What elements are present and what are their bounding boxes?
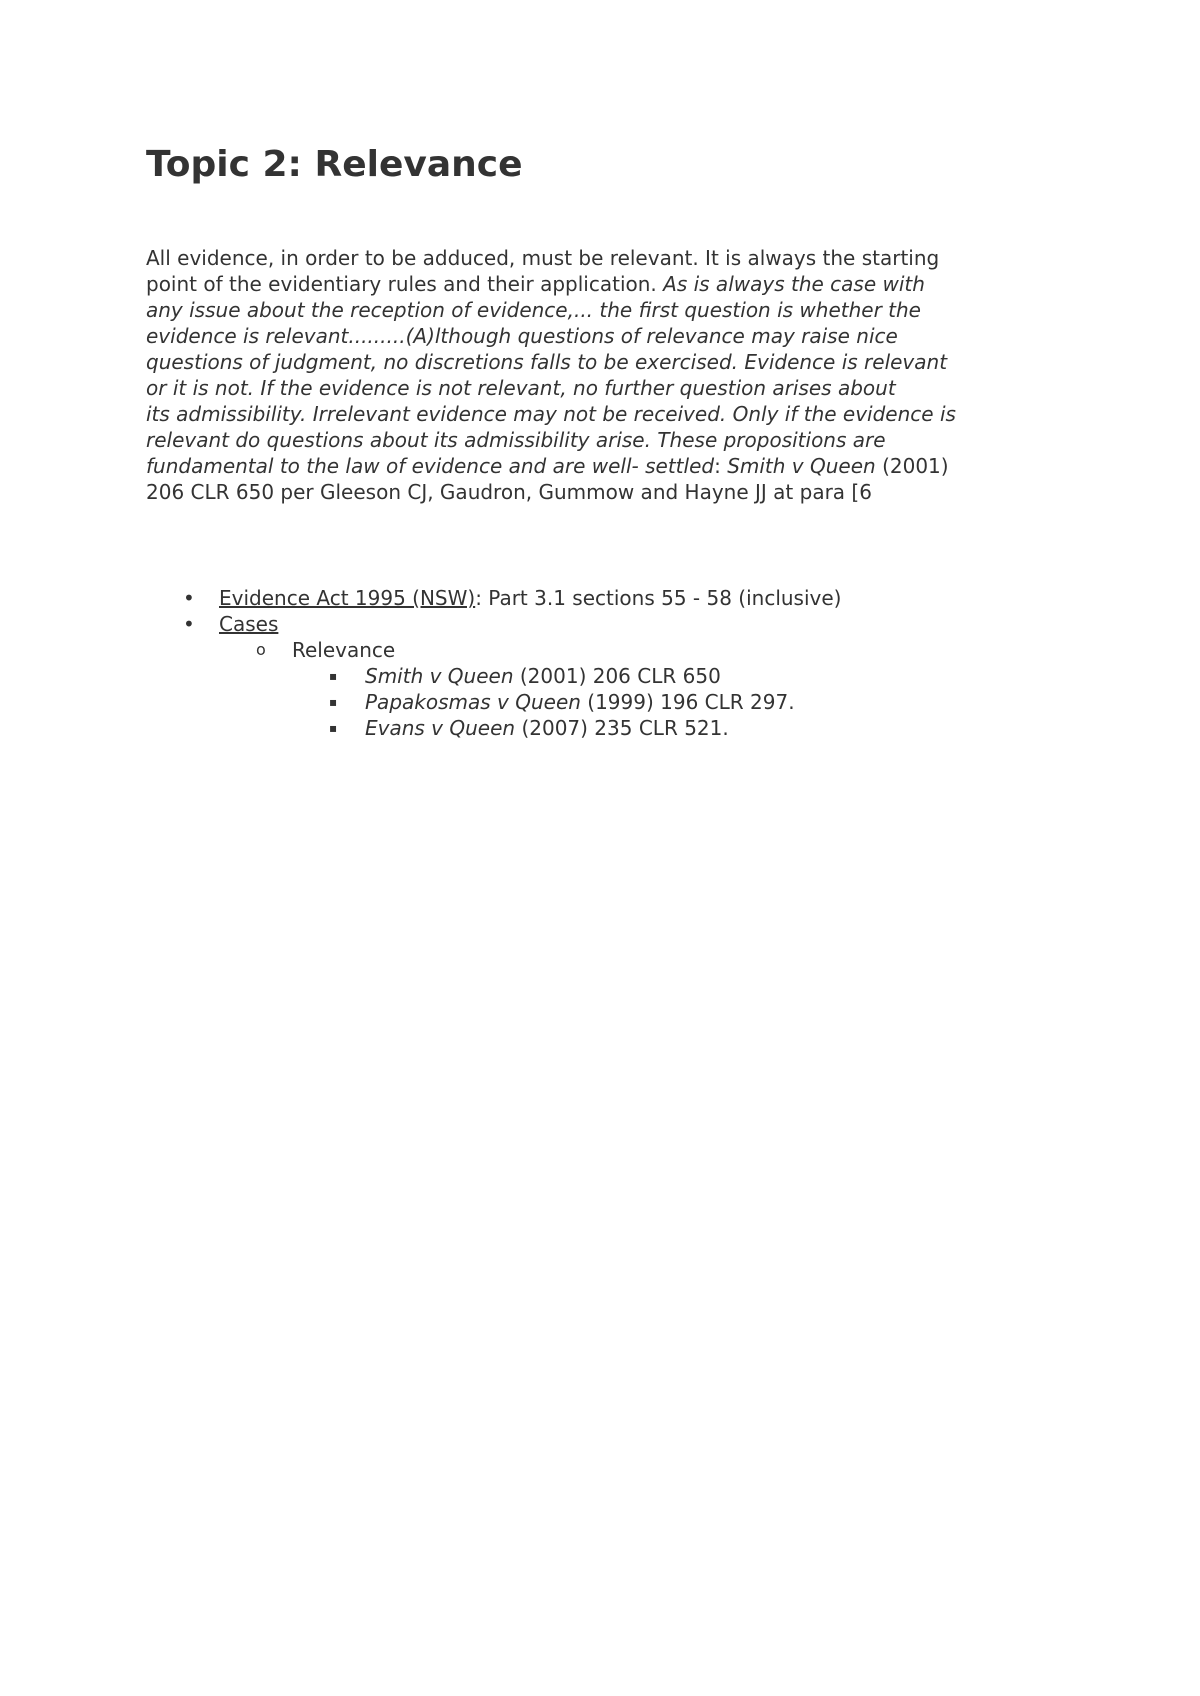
paragraph-italic-text: As is always the case with xyxy=(663,272,925,296)
paragraph-line xyxy=(146,375,1066,401)
paragraph-italic-text: Smith v Queen xyxy=(727,454,883,478)
bullet-icon: ▪ xyxy=(329,721,338,735)
paragraph-italic-text: evidence is relevant.........(A)lthough questions of relevance may raise nice xyxy=(146,324,898,348)
bullet-icon: o xyxy=(256,640,266,659)
case-name: Evans v Queen xyxy=(365,716,522,740)
paragraph-line xyxy=(146,323,1066,349)
paragraph-line xyxy=(146,245,1066,271)
paragraph-line xyxy=(146,271,1066,297)
list-item-text xyxy=(219,585,841,611)
list-item-level-2 xyxy=(0,637,1200,663)
list-item-level-3 xyxy=(0,663,1200,689)
resource-link[interactable]: Cases xyxy=(219,612,279,636)
paragraph-line xyxy=(146,297,1066,323)
list-item-level-3 xyxy=(0,715,1200,741)
paragraph-line xyxy=(146,479,1066,505)
bullet-icon: • xyxy=(183,612,195,636)
paragraph-italic-text: or it is not. If the evidence is not relevant, no further question arises about xyxy=(146,376,896,400)
paragraph-line xyxy=(146,453,1066,479)
bullet-icon: ▪ xyxy=(329,695,338,709)
paragraph-italic-text: its admissibility. Irrelevant evidence may not be received. Only if the evidence is xyxy=(146,402,956,426)
citation-text: Relevance xyxy=(292,638,396,662)
paragraph-text: point of the evidentiary rules and their application. xyxy=(146,272,664,296)
citation-text: (1999) 196 CLR 297. xyxy=(587,690,795,714)
paragraph-line xyxy=(146,401,1066,427)
citation-text: (2001) 206 CLR 650 xyxy=(519,664,721,688)
paragraph-text: : xyxy=(714,454,728,478)
paragraph-italic-text: relevant do questions about its admissibility arise. These propositions are xyxy=(146,428,886,452)
resource-link[interactable]: Evidence Act 1995 (NSW) xyxy=(219,586,476,610)
bullet-icon: • xyxy=(183,586,195,610)
list-item-text xyxy=(219,611,278,637)
paragraph-line xyxy=(146,427,1066,453)
case-name: Papakosmas v Queen xyxy=(365,690,588,714)
paragraph-text: 206 CLR 650 per Gleeson CJ, Gaudron, Gummow and Hayne JJ at para [6 xyxy=(146,480,872,504)
resource-list xyxy=(0,585,1200,741)
citation-text: : Part 3.1 sections 55 - 58 (inclusive) xyxy=(475,586,842,610)
intro-paragraph xyxy=(146,245,1066,505)
paragraph-text: (2001) xyxy=(882,454,949,478)
paragraph-italic-text: questions of judgment, no discretions falls to be exercised. Evidence is relevant xyxy=(146,350,948,374)
paragraph-line xyxy=(146,349,1066,375)
paragraph-text: All evidence, in order to be adduced, must be relevant. It is always the starting xyxy=(146,246,940,270)
list-item-level-3 xyxy=(0,689,1200,715)
list-item-level-1 xyxy=(0,611,1200,637)
citation-text: (2007) 235 CLR 521. xyxy=(521,716,729,740)
list-item-text xyxy=(365,663,721,689)
paragraph-italic-text: any issue about the reception of evidence,... the first question is whether the xyxy=(146,298,921,322)
list-item-level-1 xyxy=(0,585,1200,611)
paragraph-italic-text: fundamental to the law of evidence and are well- settled xyxy=(146,454,715,478)
list-item-text xyxy=(292,637,395,663)
list-item-text xyxy=(365,689,795,715)
bullet-icon: ▪ xyxy=(329,669,338,683)
case-name: Smith v Queen xyxy=(365,664,520,688)
page-title: Topic 2: Relevance xyxy=(146,144,523,185)
list-item-text xyxy=(365,715,729,741)
